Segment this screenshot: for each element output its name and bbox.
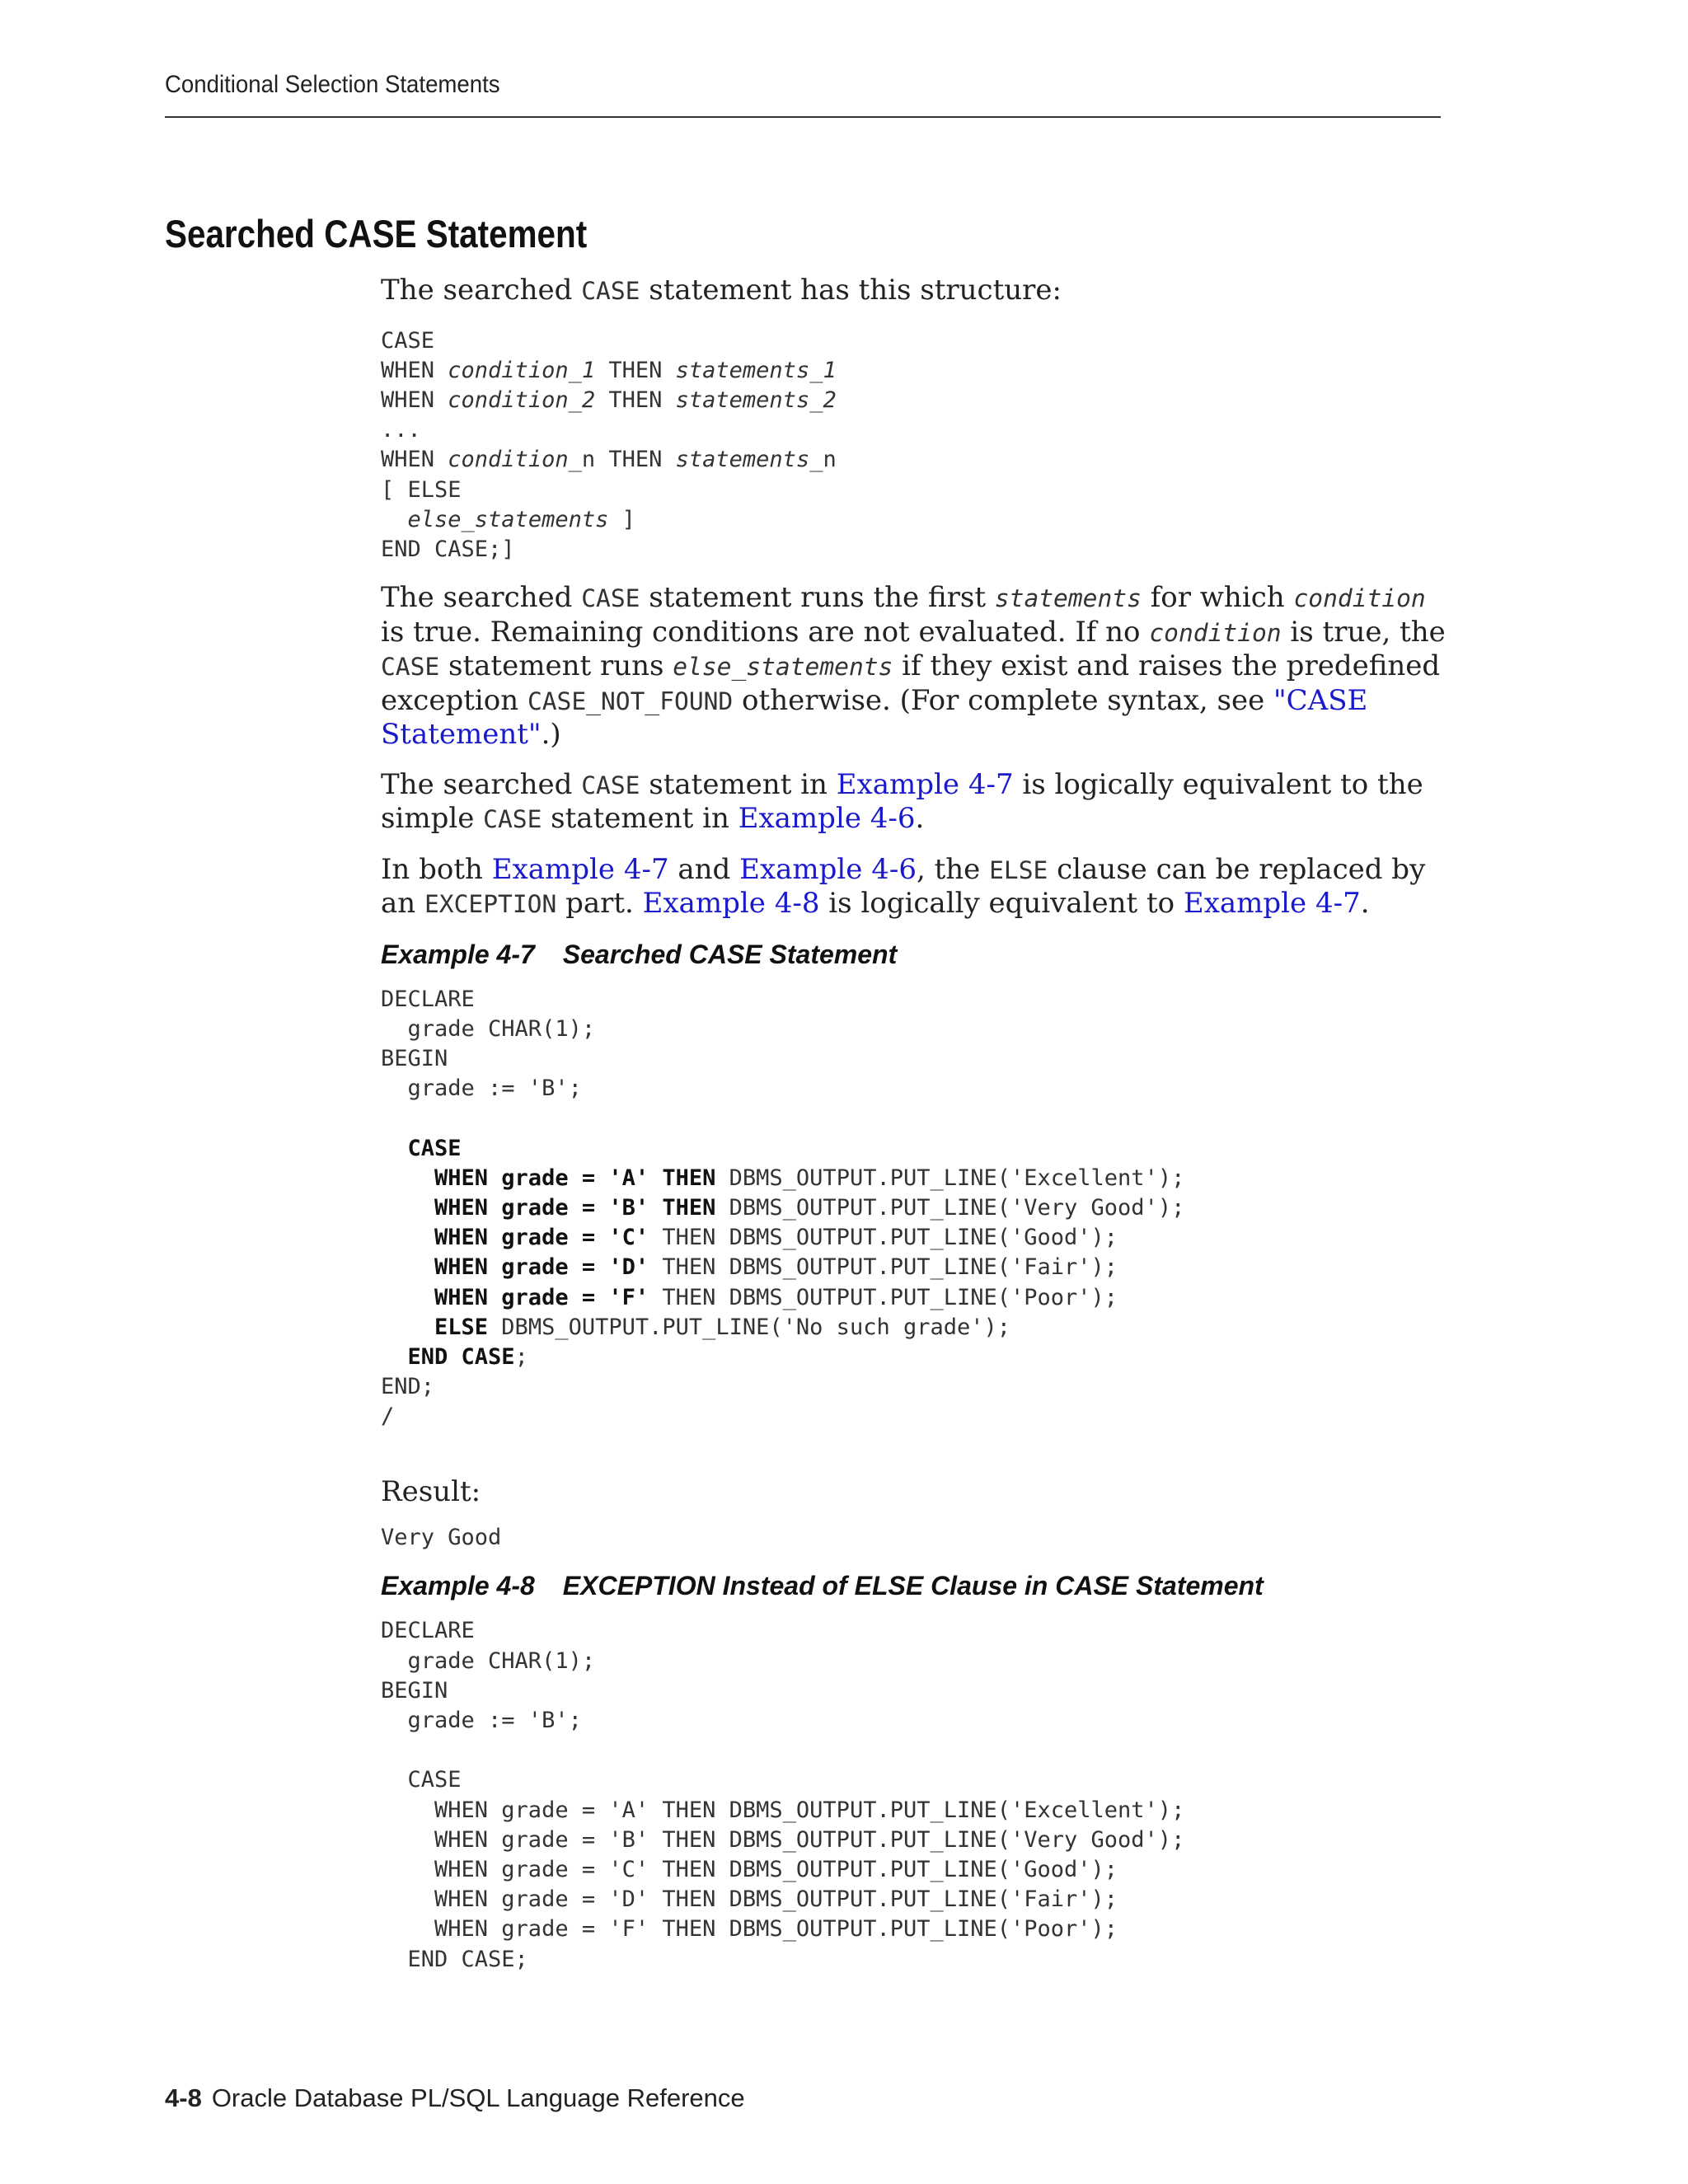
example-4-7-code: DECLARE grade CHAR(1); BEGIN grade := 'B'; CASE WHEN grade = 'A' THEN DBMS_OUTPUT.PUT_LINE('Excellent'); WHEN grade = 'B' THEN DBMS_OUTPUT.PUT_LINE('Very Good'); WHEN grade = 'C' THEN DBMS_OUTPUT.PUT_LINE('Good'); WHEN grade = 'D' THEN DBMS_OUTPUT.PUT_LINE('Fair'); WHEN grade = 'F' THEN DBMS_OUTPUT.PUT_LINE('Poor'); ELSE DBMS_OUTPUT.PUT_LINE('No such grade'); END CASE; END; / (381, 986, 1185, 1430)
page-number: 4-8 (165, 2083, 202, 2112)
example-4-7-link[interactable]: Example 4-7 (491, 852, 669, 886)
case-structure-code: CASE WHEN condition_1 THEN statements_1 WHEN condition_2 THEN statements_2 ... WHEN condition_n THEN statements_n [ ELSE else_statements ] END CASE;] (381, 327, 837, 562)
example-4-8-code: DECLARE grade CHAR(1); BEGIN grade := 'B'; CASE WHEN grade = 'A' THEN DBMS_OUTPUT.PUT_LINE('Excellent'); WHEN grade = 'B' THEN DBMS_OUTPUT.PUT_LINE('Very Good'); WHEN grade = 'C' THEN DBMS_OUTPUT.PUT_LINE('Good'); WHEN grade = 'D' THEN DBMS_OUTPUT.PUT_LINE('Fair'); WHEN grade = 'F' THEN DBMS_OUTPUT.PUT_LINE('Poor'); END CASE; (381, 1618, 1185, 1972)
page-body (381, 274, 1452, 1975)
page-footer (165, 2083, 745, 2113)
result-output: Very Good (381, 1525, 502, 1551)
example-4-8-link[interactable]: Example 4-8 (642, 887, 820, 921)
book-title: Oracle Database PL/SQL Language Reference (211, 2083, 745, 2112)
result-label: Result: (381, 1474, 481, 1508)
section-title: Searched CASE Statement (165, 212, 588, 255)
example-4-7-link[interactable]: Example 4-7 (1183, 887, 1361, 921)
example-4-7-link[interactable]: Example 4-7 (836, 767, 1014, 801)
example-4-6-link[interactable]: Example 4-6 (738, 802, 916, 836)
case-statement-link[interactable]: "CASE Statement" (381, 683, 1368, 752)
intro-paragraph: The searched CASE statement has this structure: (381, 274, 1062, 307)
example-4-8-title: Example 4-8 EXCEPTION Instead of ELSE Clause in CASE Statement (381, 1571, 1264, 1601)
equivalence-paragraph: The searched CASE statement in Example 4-7 is logically equivalent to the simple CASE statement in Example 4-6. (381, 767, 1423, 836)
running-header: Conditional Selection Statements (165, 71, 500, 98)
example-4-6-link[interactable]: Example 4-6 (739, 852, 917, 886)
exception-paragraph: In both Example 4-7 and Example 4-6, the ELSE clause can be replaced by an EXCEPTION part. Example 4-8 is logically equivalent to Example 4-7. (381, 852, 1426, 921)
case-description-paragraph: The searched CASE statement runs the first statements for which condition is true. Remaining conditions are not evaluated. If no condition is true, the CASE statement runs else_statements if they exist and raises the predefined exception CASE_NOT_FOUND otherwise. (For complete syntax, see "CASE Statement".) (381, 581, 1446, 752)
example-4-7-title: Example 4-7 Searched CASE Statement (381, 939, 898, 969)
header-rule (165, 116, 1441, 118)
